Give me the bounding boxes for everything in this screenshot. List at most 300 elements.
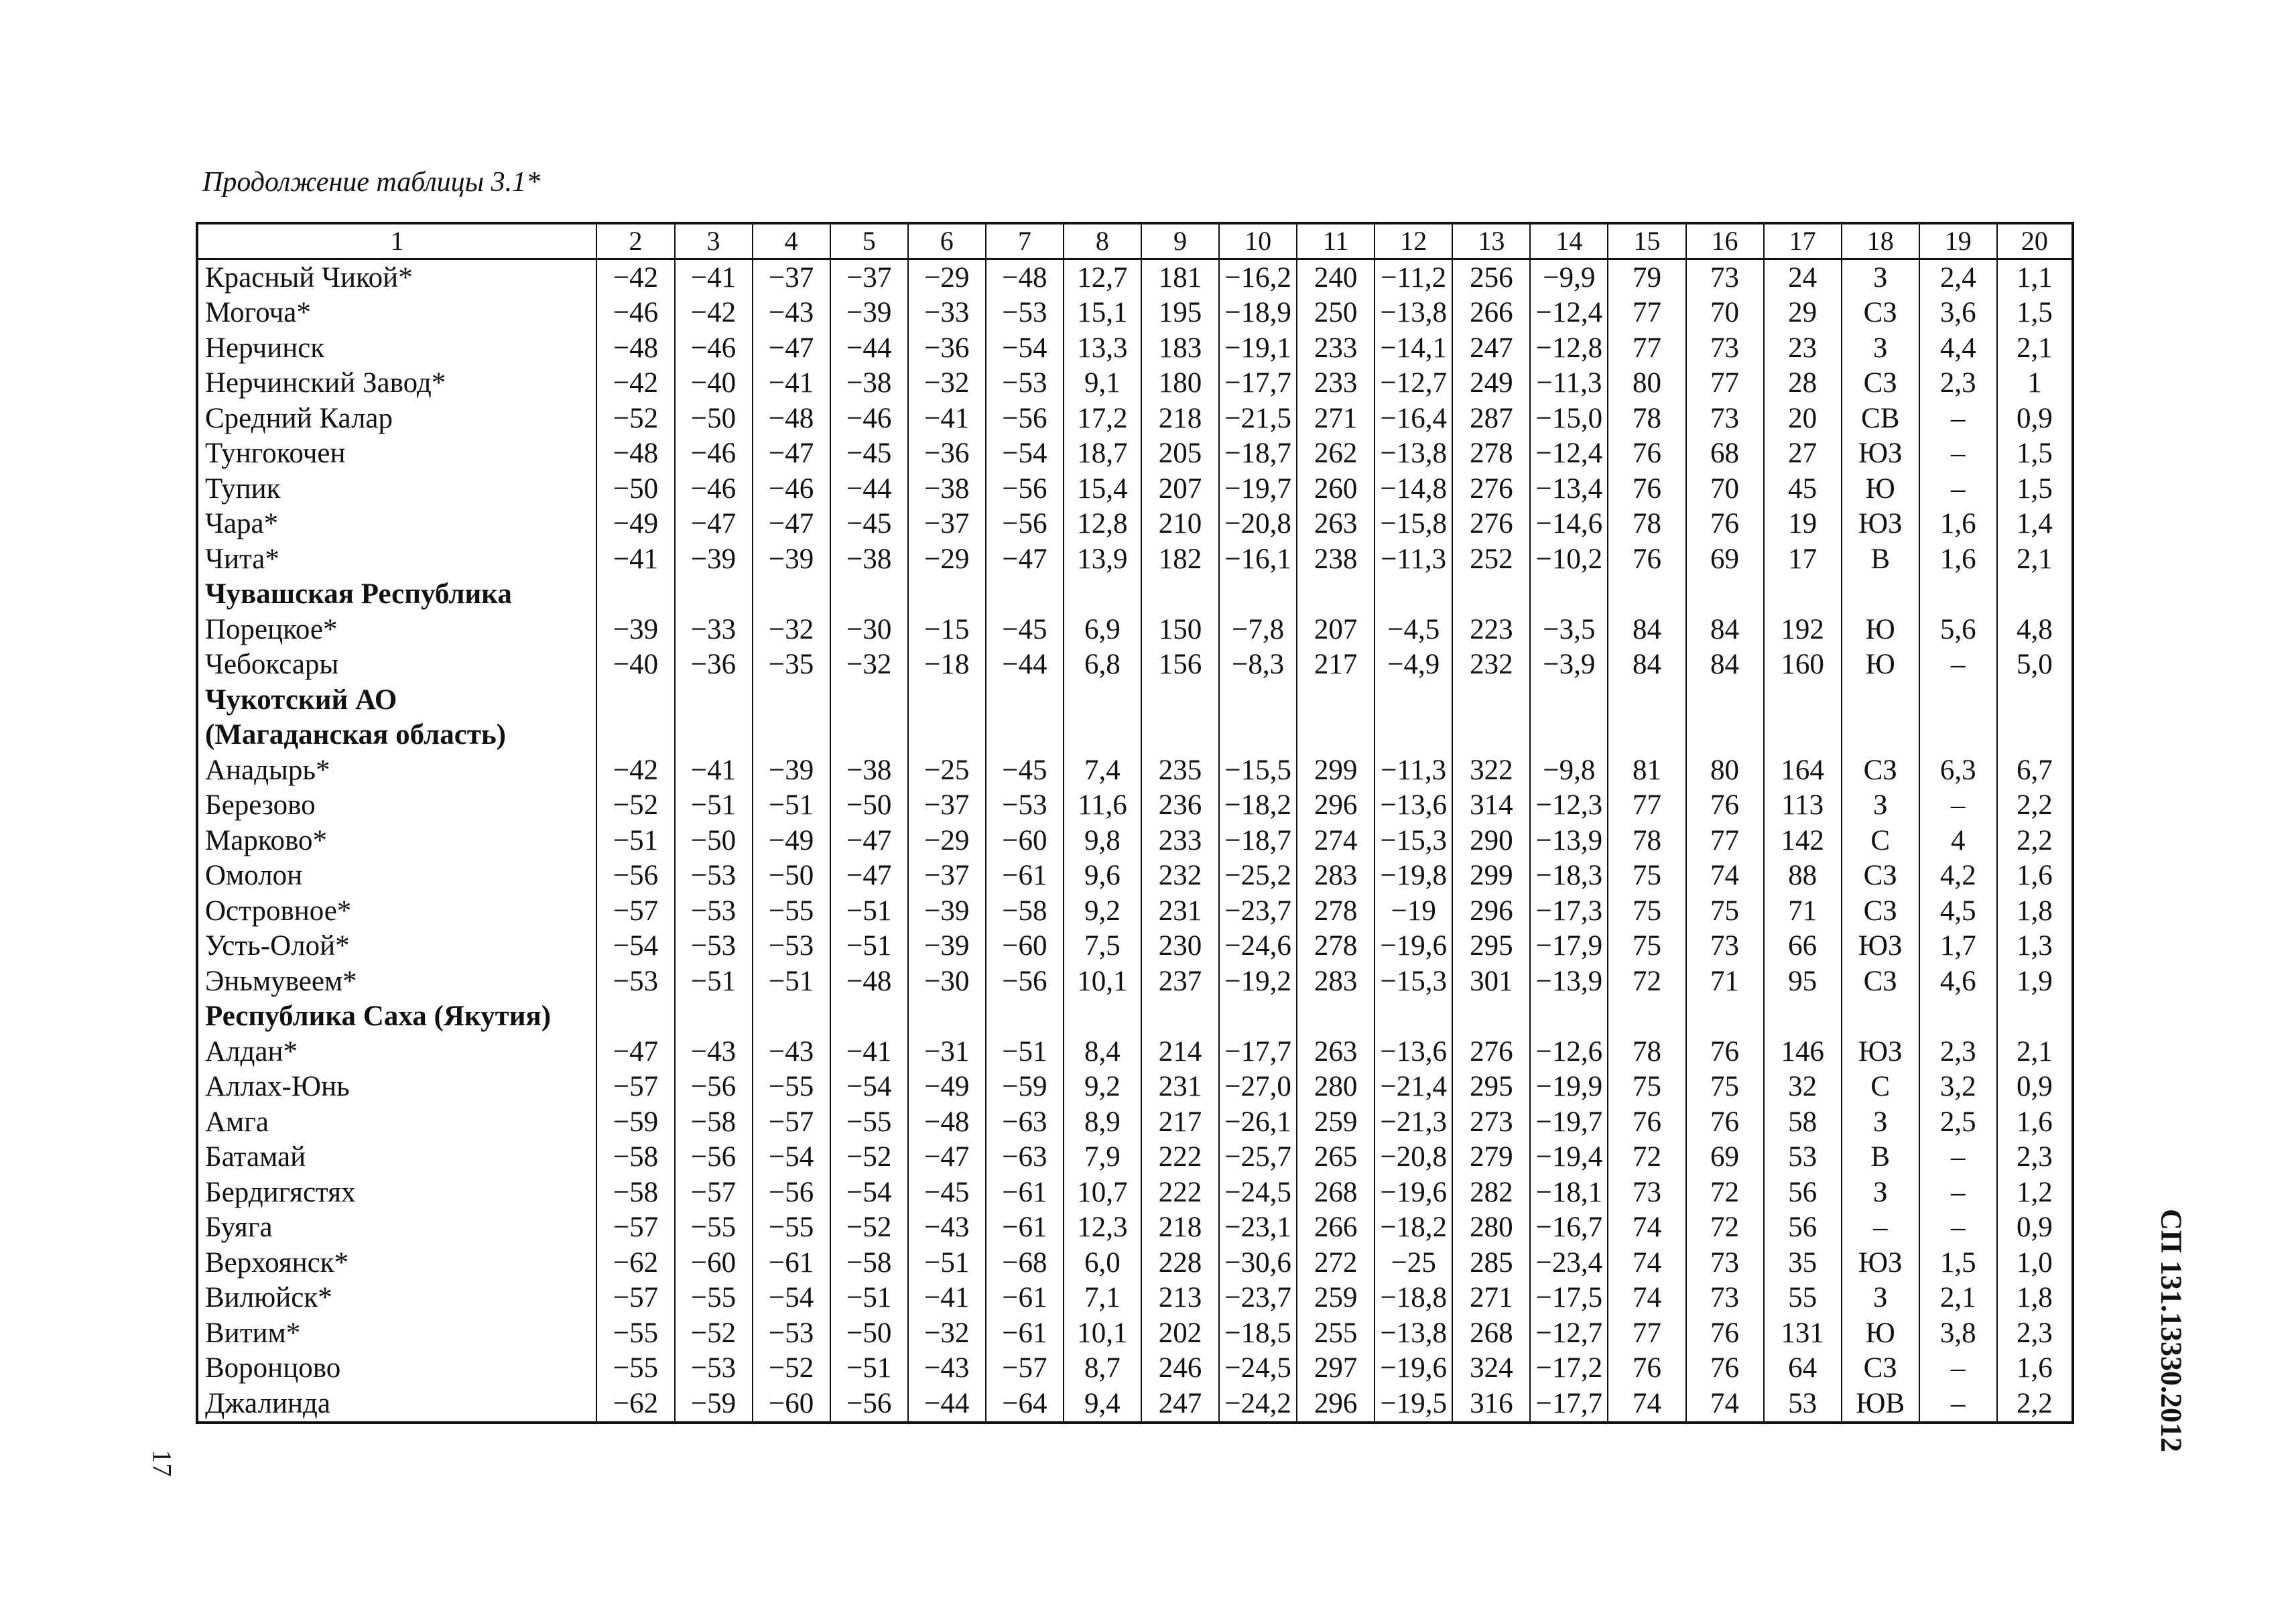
table-cell: −54 [830, 1175, 908, 1210]
table-cell: 71 [1764, 893, 1842, 929]
table-cell: −39 [908, 893, 986, 929]
table-cell [1141, 577, 1219, 612]
table-cell: −24,2 [1219, 1386, 1297, 1423]
table-cell [1141, 718, 1219, 753]
table-cell: −18,8 [1375, 1281, 1452, 1316]
table-cell: −30 [908, 964, 986, 999]
table-cell: −39 [596, 612, 674, 647]
table-cell: З [1842, 330, 1919, 366]
table-cell: −64 [986, 1386, 1064, 1423]
table-cell: −61 [986, 1315, 1064, 1351]
table-row [197, 1386, 2073, 1423]
location-name: Буяга [197, 1210, 596, 1246]
table-cell: −15,3 [1375, 964, 1452, 999]
table-cell: −54 [596, 929, 674, 964]
table-cell: −51 [675, 788, 753, 824]
table-cell: −4,5 [1375, 612, 1452, 647]
table-cell: 95 [1764, 964, 1842, 999]
table-cell: 1,1 [1997, 259, 2073, 296]
table-cell: −15,0 [1530, 401, 1608, 436]
table-cell: 9,1 [1064, 366, 1141, 401]
table-cell: 84 [1608, 612, 1685, 647]
table-cell [675, 718, 753, 753]
table-cell: 271 [1452, 1281, 1530, 1316]
table-cell: СЗ [1842, 858, 1919, 894]
table-cell: 1,4 [1997, 507, 2073, 542]
table-cell: 79 [1608, 259, 1685, 296]
table-cell: 160 [1764, 647, 1842, 683]
table-cell: – [1919, 647, 1997, 683]
location-name: Марково* [197, 823, 596, 858]
location-name: Воронцово [197, 1351, 596, 1386]
table-cell: 273 [1452, 1104, 1530, 1140]
table-cell: −48 [596, 436, 674, 472]
location-name: Вилюйск* [197, 1281, 596, 1316]
table-row [197, 964, 2073, 999]
table-cell: −57 [596, 893, 674, 929]
table-cell: 69 [1686, 1140, 1764, 1175]
table-cell: −55 [675, 1210, 753, 1246]
table-cell: 218 [1141, 401, 1219, 436]
table-cell: 233 [1297, 366, 1375, 401]
table-cell: 255 [1297, 1315, 1375, 1351]
table-cell: 236 [1141, 788, 1219, 824]
table-cell: – [1919, 436, 1997, 472]
table-cell: −45 [830, 507, 908, 542]
table-cell: 17 [1764, 541, 1842, 577]
table-cell [1141, 999, 1219, 1035]
table-cell: −21,5 [1219, 401, 1297, 436]
table-cell: 268 [1297, 1175, 1375, 1210]
table-cell: −43 [908, 1351, 986, 1386]
table-cell: 76 [1608, 541, 1685, 577]
table-cell: −45 [986, 612, 1064, 647]
table-cell: 76 [1686, 1315, 1764, 1351]
table-cell: −53 [986, 366, 1064, 401]
table-cell: −12,4 [1530, 296, 1608, 331]
table-cell: −17,2 [1530, 1351, 1608, 1386]
table-cell: 9,6 [1064, 858, 1141, 894]
table-cell: СЗ [1842, 893, 1919, 929]
table-cell [1686, 682, 1764, 718]
table-cell: 276 [1452, 471, 1530, 507]
table-cell: −52 [830, 1210, 908, 1246]
table-row [197, 1034, 2073, 1069]
table-cell [986, 577, 1064, 612]
table-cell: 1,6 [1919, 507, 1997, 542]
table-cell: 263 [1297, 1034, 1375, 1069]
table-cell: 0,9 [1997, 401, 2073, 436]
table-cell [753, 999, 830, 1035]
table-cell: −57 [753, 1104, 830, 1140]
location-name: Джалинда [197, 1386, 596, 1423]
table-cell: −18,7 [1219, 823, 1297, 858]
table-cell: −25,7 [1219, 1140, 1297, 1175]
table-cell: −9,9 [1530, 259, 1608, 296]
table-cell: −43 [753, 296, 830, 331]
table-cell: −61 [986, 1281, 1064, 1316]
page-number: 17 [147, 1449, 178, 1477]
table-cell: 80 [1686, 753, 1764, 788]
table-cell: −53 [753, 1315, 830, 1351]
table-cell [1608, 999, 1685, 1035]
table-cell: −61 [753, 1245, 830, 1281]
table-cell: 142 [1764, 823, 1842, 858]
table-cell: −60 [753, 1386, 830, 1423]
table-cell: 17,2 [1064, 401, 1141, 436]
table-cell: −7,8 [1219, 612, 1297, 647]
table-cell: 76 [1686, 788, 1764, 824]
column-header: 12 [1375, 223, 1452, 259]
table-cell: 6,0 [1064, 1245, 1141, 1281]
table-cell: 238 [1297, 541, 1375, 577]
table-cell: 222 [1141, 1140, 1219, 1175]
table-cell: 7,5 [1064, 929, 1141, 964]
table-cell [986, 682, 1064, 718]
table-cell: 232 [1452, 647, 1530, 683]
table-cell: 195 [1141, 296, 1219, 331]
table-cell: 72 [1686, 1175, 1764, 1210]
table-cell: 74 [1686, 858, 1764, 894]
table-cell: −11,3 [1530, 366, 1608, 401]
table-cell: 12,3 [1064, 1210, 1141, 1246]
table-cell: −16,1 [1219, 541, 1297, 577]
location-name: Порецкое* [197, 612, 596, 647]
table-cell: −20,8 [1375, 1140, 1452, 1175]
table-cell: 283 [1297, 858, 1375, 894]
table-cell: −41 [830, 1034, 908, 1069]
table-cell: −17,3 [1530, 893, 1608, 929]
table-cell: −68 [986, 1245, 1064, 1281]
table-cell: −38 [830, 366, 908, 401]
table-cell: 77 [1608, 330, 1685, 366]
table-cell: −46 [675, 471, 753, 507]
table-cell: −57 [596, 1210, 674, 1246]
table-cell: 28 [1764, 366, 1842, 401]
table-cell [1530, 999, 1608, 1035]
table-cell: −44 [986, 647, 1064, 683]
location-name: Бердигястях [197, 1175, 596, 1210]
table-cell: 56 [1764, 1210, 1842, 1246]
table-cell: −19,8 [1375, 858, 1452, 894]
table-cell: 76 [1608, 1104, 1685, 1140]
table-cell: 71 [1686, 964, 1764, 999]
table-cell: 290 [1452, 823, 1530, 858]
table-cell: Ю [1842, 1315, 1919, 1351]
table-cell: −51 [675, 964, 753, 999]
table-cell: 8,4 [1064, 1034, 1141, 1069]
table-cell: 259 [1297, 1281, 1375, 1316]
table-cell [1064, 718, 1141, 753]
table-cell [1608, 682, 1685, 718]
table-cell: −25,2 [1219, 858, 1297, 894]
table-cell: 2,1 [1919, 1281, 1997, 1316]
table-cell: 0,9 [1997, 1210, 2073, 1246]
table-cell: 9,8 [1064, 823, 1141, 858]
column-header: 17 [1764, 223, 1842, 259]
table-cell: −51 [830, 1281, 908, 1316]
section-heading: (Магаданская область) [197, 718, 596, 753]
table-cell: 72 [1686, 1210, 1764, 1246]
table-row [197, 1245, 2073, 1281]
table-cell: 316 [1452, 1386, 1530, 1423]
table-cell: −56 [675, 1140, 753, 1175]
table-cell: −11,2 [1375, 259, 1452, 296]
table-cell: −32 [753, 612, 830, 647]
table-cell: 246 [1141, 1351, 1219, 1386]
table-cell: −47 [596, 1034, 674, 1069]
table-row [197, 366, 2073, 401]
table-cell: −26,1 [1219, 1104, 1297, 1140]
table-row [197, 436, 2073, 472]
table-row [197, 753, 2073, 788]
table-cell: −47 [908, 1140, 986, 1175]
table-cell: 278 [1297, 929, 1375, 964]
table-cell: 1,7 [1919, 929, 1997, 964]
table-cell: 73 [1686, 929, 1764, 964]
table-cell: −51 [753, 964, 830, 999]
table-cell: −17,7 [1219, 366, 1297, 401]
section-row [197, 682, 2073, 718]
table-cell: −59 [675, 1386, 753, 1423]
table-cell: −23,1 [1219, 1210, 1297, 1246]
table-cell: −14,6 [1530, 507, 1608, 542]
table-row [197, 401, 2073, 436]
table-cell: 3,8 [1919, 1315, 1997, 1351]
table-cell [1219, 577, 1297, 612]
table-cell: 76 [1608, 1351, 1685, 1386]
table-cell: −10,2 [1530, 541, 1608, 577]
table-cell: −46 [830, 401, 908, 436]
table-cell: 276 [1452, 1034, 1530, 1069]
table-cell: 314 [1452, 788, 1530, 824]
table-cell: 287 [1452, 401, 1530, 436]
table-cell: 1,6 [1997, 1351, 2073, 1386]
table-cell: 58 [1764, 1104, 1842, 1140]
table-cell: −49 [908, 1069, 986, 1105]
location-name: Эньмувеем* [197, 964, 596, 999]
table-cell: 6,9 [1064, 612, 1141, 647]
table-row [197, 612, 2073, 647]
section-heading: Чукотский АО [197, 682, 596, 718]
table-cell [1375, 682, 1452, 718]
table-cell [1764, 999, 1842, 1035]
table-cell: 11,6 [1064, 788, 1141, 824]
table-cell: 1,5 [1997, 296, 2073, 331]
table-cell: – [1919, 1351, 1997, 1386]
table-cell: 74 [1608, 1210, 1685, 1246]
table-cell [675, 577, 753, 612]
table-cell: 66 [1764, 929, 1842, 964]
table-cell: 76 [1686, 1034, 1764, 1069]
location-name: Чара* [197, 507, 596, 542]
table-cell: – [1919, 1140, 1997, 1175]
table-cell: 77 [1608, 1315, 1685, 1351]
table-cell: 1,5 [1997, 471, 2073, 507]
table-cell: −58 [596, 1140, 674, 1175]
table-cell: 53 [1764, 1386, 1842, 1423]
table-cell: В [1842, 541, 1919, 577]
table-cell [1764, 577, 1842, 612]
table-cell: −12,7 [1375, 366, 1452, 401]
table-cell: −16,4 [1375, 401, 1452, 436]
table-cell: −21,4 [1375, 1069, 1452, 1105]
section-row [197, 999, 2073, 1035]
table-row [197, 1351, 2073, 1386]
table-cell: 2,3 [1997, 1315, 2073, 1351]
section-heading: Республика Саха (Якутия) [197, 999, 596, 1035]
table-cell: −41 [675, 753, 753, 788]
table-cell: −55 [753, 1210, 830, 1246]
table-cell: −12,7 [1530, 1315, 1608, 1351]
table-cell: −54 [753, 1140, 830, 1175]
table-cell: 73 [1686, 401, 1764, 436]
table-cell: −48 [908, 1104, 986, 1140]
table-row [197, 647, 2073, 683]
table-row [197, 823, 2073, 858]
table-cell [1997, 718, 2073, 753]
table-cell: – [1919, 1175, 1997, 1210]
table-cell: −50 [596, 471, 674, 507]
table-cell: 2,2 [1997, 1386, 2073, 1423]
table-cell: −41 [908, 401, 986, 436]
table-cell [1530, 718, 1608, 753]
table-row [197, 259, 2073, 296]
table-cell: −33 [908, 296, 986, 331]
table-cell: 283 [1297, 964, 1375, 999]
column-header: 3 [675, 223, 753, 259]
table-cell: С [1842, 823, 1919, 858]
table-row [197, 541, 2073, 577]
table-cell: 2,1 [1997, 330, 2073, 366]
table-cell: 1,8 [1997, 1281, 2073, 1316]
table-cell: −29 [908, 823, 986, 858]
table-cell: 32 [1764, 1069, 1842, 1105]
table-cell: −17,7 [1530, 1386, 1608, 1423]
column-header: 10 [1219, 223, 1297, 259]
table-cell: 266 [1452, 296, 1530, 331]
table-cell: −54 [986, 436, 1064, 472]
table-cell: −11,3 [1375, 541, 1452, 577]
table-cell: 3,6 [1919, 296, 1997, 331]
table-cell: −15 [908, 612, 986, 647]
table-cell [1530, 682, 1608, 718]
table-cell: −19,1 [1219, 330, 1297, 366]
table-cell [986, 999, 1064, 1035]
table-cell [675, 682, 753, 718]
location-name: Чита* [197, 541, 596, 577]
table-cell: −37 [830, 259, 908, 296]
table-cell: −25 [1375, 1245, 1452, 1281]
table-cell: −58 [596, 1175, 674, 1210]
table-cell: 8,7 [1064, 1351, 1141, 1386]
table-cell [596, 718, 674, 753]
location-name: Нерчинск [197, 330, 596, 366]
section-heading: Чувашская Республика [197, 577, 596, 612]
table-cell: −44 [908, 1386, 986, 1423]
table-cell: 205 [1141, 436, 1219, 472]
table-cell [1919, 718, 1997, 753]
table-cell: 1,8 [1997, 893, 2073, 929]
table-cell: Ю [1842, 612, 1919, 647]
table-cell: 295 [1452, 1069, 1530, 1105]
table-cell: 77 [1686, 366, 1764, 401]
table-cell: 9,4 [1064, 1386, 1141, 1423]
table-cell: −15,8 [1375, 507, 1452, 542]
table-cell: 15,4 [1064, 471, 1141, 507]
table-cell: −14,1 [1375, 330, 1452, 366]
table-cell: 70 [1686, 296, 1764, 331]
table-cell [753, 577, 830, 612]
location-name: Тунгокочен [197, 436, 596, 472]
table-cell: СЗ [1842, 366, 1919, 401]
table-cell: −33 [675, 612, 753, 647]
table-row [197, 1210, 2073, 1246]
column-header: 1 [197, 223, 596, 259]
table-cell: −12,8 [1530, 330, 1608, 366]
table-cell: 250 [1297, 296, 1375, 331]
table-cell: 150 [1141, 612, 1219, 647]
table-cell [1297, 999, 1375, 1035]
table-cell: −19 [1375, 893, 1452, 929]
table-cell: −19,6 [1375, 1351, 1452, 1386]
table-cell: −37 [908, 858, 986, 894]
location-name: Алдан* [197, 1034, 596, 1069]
table-cell: −40 [596, 647, 674, 683]
table-cell: −12,6 [1530, 1034, 1608, 1069]
table-cell: −17,5 [1530, 1281, 1608, 1316]
table-cell: 6,8 [1064, 647, 1141, 683]
table-cell: −18,5 [1219, 1315, 1297, 1351]
location-name: Верхоянск* [197, 1245, 596, 1281]
table-cell: 266 [1297, 1210, 1375, 1246]
table-cell: 278 [1452, 436, 1530, 472]
table-cell: −14,8 [1375, 471, 1452, 507]
column-header: 18 [1842, 223, 1919, 259]
table-cell: −23,7 [1219, 893, 1297, 929]
table-cell: 4,5 [1919, 893, 1997, 929]
table-cell: −53 [675, 858, 753, 894]
table-cell: 10,7 [1064, 1175, 1141, 1210]
table-cell: −60 [675, 1245, 753, 1281]
table-cell: 1,3 [1997, 929, 2073, 964]
table-cell: −51 [596, 823, 674, 858]
table-cell: 272 [1297, 1245, 1375, 1281]
table-cell: −50 [675, 823, 753, 858]
table-cell: −32 [908, 366, 986, 401]
table-cell: −56 [986, 964, 1064, 999]
table-cell [1608, 718, 1685, 753]
table-cell: −13,8 [1375, 436, 1452, 472]
table-cell: 78 [1608, 401, 1685, 436]
table-cell: 213 [1141, 1281, 1219, 1316]
table-row [197, 893, 2073, 929]
column-header: 5 [830, 223, 908, 259]
table-cell: −13,8 [1375, 296, 1452, 331]
table-row [197, 330, 2073, 366]
table-cell: З [1842, 788, 1919, 824]
table-cell: 12,8 [1064, 507, 1141, 542]
table-cell: – [1919, 788, 1997, 824]
table-cell: 233 [1141, 823, 1219, 858]
column-header: 20 [1997, 223, 2073, 259]
table-cell [1842, 999, 1919, 1035]
table-cell: 207 [1297, 612, 1375, 647]
table-cell: −63 [986, 1140, 1064, 1175]
table-cell [753, 718, 830, 753]
table-cell: −52 [675, 1315, 753, 1351]
table-cell: 76 [1686, 1351, 1764, 1386]
